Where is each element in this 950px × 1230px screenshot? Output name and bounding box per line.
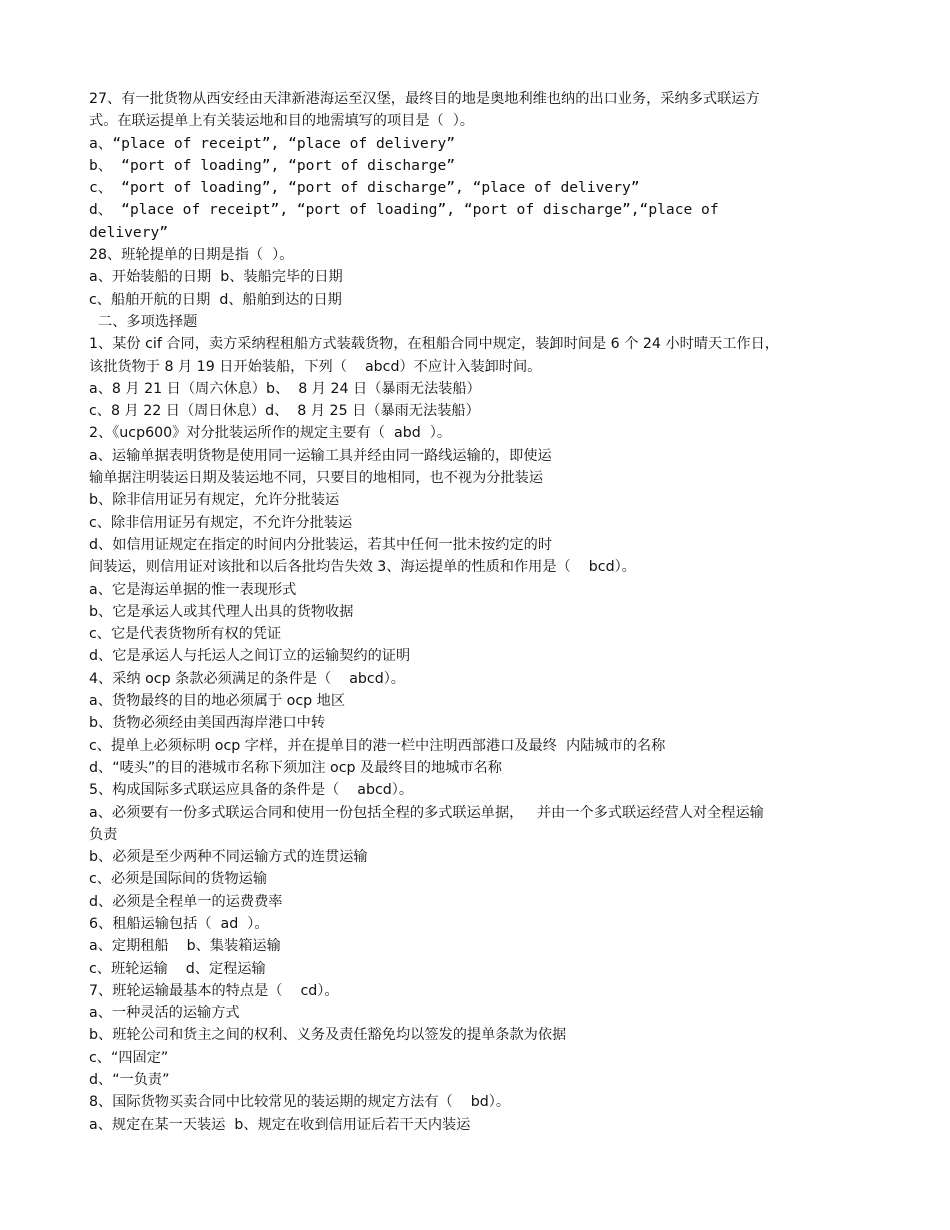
text-line: c、班轮运输 d、定程运输	[89, 960, 266, 977]
text-line: d、如信用证规定在指定的时间内分批装运，若其中任何一批未按约定的时	[89, 536, 553, 553]
text-line: a、一种灵活的运输方式	[89, 1005, 240, 1022]
text-line: 输单据注明装运日期及装运地不同，只要目的地相同，也不视为分批装运	[89, 470, 544, 487]
text-line: b、 “port of loading”, “port of discharge”	[89, 156, 456, 174]
text-line: c、它是代表货物所有权的凭证	[89, 626, 282, 643]
text-line: 负责	[89, 826, 118, 843]
text-line: a、它是海运单据的惟一表现形式	[89, 581, 297, 598]
text-line: c、“四固定”	[89, 1049, 169, 1066]
text-line: d、 “place of receipt”, “port of loading”, “port of discharge”,“place of	[89, 201, 719, 219]
text-line: 4、采纳 ocp 条款必须满足的条件是（ abcd）。	[89, 670, 405, 687]
text-line: 7、班轮运输最基本的特点是（ cd）。	[89, 982, 339, 999]
text-line: a、8 月 21 日（周六休息）b、 8 月 24 日（暴雨无法装船）	[89, 380, 481, 397]
text-line: d、“唛头”的目的港城市名称下须加注 ocp 及最终目的地城市名称	[89, 759, 502, 776]
section-heading: 二、多项选择题	[89, 313, 198, 330]
text-line: 27、有一批货物从西安经由天津新港海运至汉堡，最终目的地是奥地利维也纳的出口业务，采纳多式联运方	[89, 91, 760, 107]
text-line: 1、某份 cif 合同，卖方采纳程租船方式装载货物，在租船合同中规定，装卸时间是 6 个 24 小时晴天工作日，	[89, 336, 779, 353]
text-line: c、船舶开航的日期 d、船舶到达的日期	[89, 291, 342, 308]
text-line: 间装运，则信用证对该批和以后各批均告失效 3、海运提单的性质和作用是（ bcd）。	[89, 559, 636, 576]
text-line: a、规定在某一天装运 b、规定在收到信用证后若干天内装运	[89, 1116, 471, 1133]
text-line: 式。在联运提单上有关装运地和目的地需填写的项目是（ ）。	[89, 113, 474, 130]
text-line: c、 “port of loading”, “port of discharge”, “place of delivery”	[89, 179, 640, 197]
text-line: a、定期租船 b、集装箱运输	[89, 938, 281, 955]
text-line: c、8 月 22 日（周日休息）d、 8 月 25 日（暴雨无法装船）	[89, 403, 480, 420]
text-line: 8、国际货物买卖合同中比较常见的装运期的规定方法有（ bd）。	[89, 1094, 511, 1111]
text-line: b、必须是至少两种不同运输方式的连贯运输	[89, 849, 368, 866]
text-line: b、货物必须经由美国西海岸港口中转	[89, 715, 326, 732]
text-line: a、必须要有一份多式联运合同和使用一份包括全程的多式联运单据， 并由一个多式联运经营人对全程运输	[89, 804, 764, 821]
text-line: 28、班轮提单的日期是指（ ）。	[89, 247, 294, 264]
text-line: d、必须是全程单一的运费费率	[89, 893, 283, 910]
text-line: d、“一负责”	[89, 1072, 170, 1089]
text-line: a、“place of receipt”, “place of delivery”	[89, 134, 456, 152]
document-body	[89, 88, 879, 1136]
text-line: b、班轮公司和货主之间的权利、义务及责任豁免均以签发的提单条款为依据	[89, 1027, 567, 1044]
text-line: c、必须是国际间的货物运输	[89, 871, 268, 888]
text-line: 6、租船运输包括（ ad ）。	[89, 915, 269, 932]
text-line: b、它是承运人或其代理人出具的货物收据	[89, 603, 354, 620]
text-line: 5、构成国际多式联运应具备的条件是（ abcd）。	[89, 782, 414, 799]
text-line: a、运输单据表明货物是使用同一运输工具并经由同一路线运输的，即使运	[89, 447, 552, 464]
text-line: b、除非信用证另有规定，允许分批装运	[89, 492, 340, 509]
text-line: a、货物最终的目的地必须属于 ocp 地区	[89, 693, 346, 710]
text-line: 该批货物于 8 月 19 日开始装船，下列（ abcd）不应计入装卸时间。	[89, 358, 542, 375]
text-line: a、开始装船的日期 b、装船完毕的日期	[89, 269, 343, 286]
text-line: c、除非信用证另有规定，不允许分批装运	[89, 514, 353, 531]
text-line: c、提单上必须标明 ocp 字样，并在提单目的港一栏中注明西部港口及最终 内陆城市的名称	[89, 737, 666, 754]
text-line: d、它是承运人与托运人之间订立的运输契约的证明	[89, 648, 411, 665]
text-line: 2、《ucp600》对分批装运所作的规定主要有（ abd ）。	[89, 425, 452, 442]
text-line: delivery”	[89, 223, 169, 241]
